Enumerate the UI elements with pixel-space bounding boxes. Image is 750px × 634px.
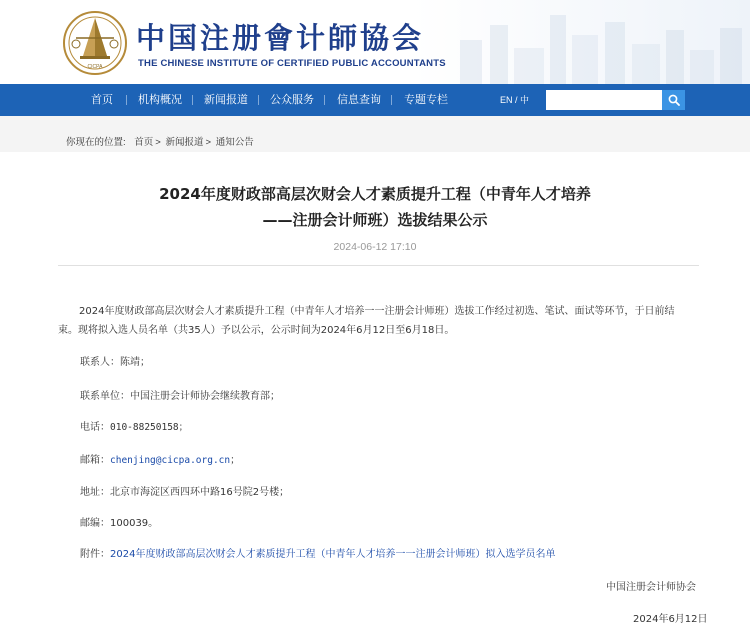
site-header: [0, 0, 750, 84]
sign-date: 2024年6月12日: [633, 614, 708, 625]
breadcrumb-item-home[interactable]: 首页: [134, 137, 154, 148]
unit-label: 联系单位：: [80, 391, 130, 402]
article-intro-line2: 束。现将拟入选人员名单（共35人）予以公示，公示时间为2024年6月12日至6月18日。: [58, 325, 455, 336]
nav-item-info-query[interactable]: 信息查询: [337, 94, 381, 106]
nav-separator: [391, 95, 392, 105]
search-input[interactable]: [546, 90, 662, 110]
language-switch: [500, 84, 529, 116]
breadcrumb-prefix: 你现在的位置:: [66, 137, 126, 148]
email-line: [80, 451, 240, 466]
lang-cn-link[interactable]: 中: [520, 95, 530, 105]
nav-item-public-services[interactable]: 公众服务: [270, 94, 314, 106]
search-icon: [668, 94, 680, 106]
postcode-label: 邮编：: [80, 518, 110, 529]
nav-item-news[interactable]: 新闻报道: [204, 94, 248, 106]
nav-separator: [258, 95, 259, 105]
breadcrumb: [66, 134, 256, 148]
nav-separator: [324, 95, 325, 105]
title-divider: [58, 265, 699, 266]
lang-en-link[interactable]: EN: [500, 95, 513, 105]
article-date: 2024-06-12 17:10: [333, 241, 417, 253]
address-value: 北京市海淀区西四环中路16号院2号楼；: [110, 487, 290, 498]
signature: 中国注册会计师协会: [606, 582, 696, 593]
article-intro-line1: 2024年度财政部高层次财会人才素质提升工程（中青年人才培养一一注册会计师班）选拔工作经过初选、笔试、面试等环节，于日前结: [79, 306, 675, 317]
attachment-label: 附件：: [80, 549, 110, 560]
contact-label: 联系人：: [80, 357, 120, 368]
breadcrumb-separator: >: [155, 137, 161, 148]
skyline-decoration: [450, 0, 750, 84]
contact-value: 陈靖；: [120, 357, 150, 368]
address-label: 地址：: [80, 487, 110, 498]
nav-item-about[interactable]: 机构概况: [138, 94, 182, 106]
nav-item-home[interactable]: 首页: [91, 94, 113, 106]
article-title-line2: ——注册会计师班）选拔结果公示: [262, 211, 488, 229]
nav-separator: [192, 95, 193, 105]
lang-separator: /: [512, 95, 521, 105]
phone-label: 电话：: [80, 422, 110, 433]
search-button[interactable]: [662, 90, 685, 110]
nav-separator: [126, 95, 127, 105]
breadcrumb-item-news[interactable]: 新闻报道: [165, 137, 204, 148]
nav-item-special-topics[interactable]: 专题专栏: [404, 94, 448, 106]
breadcrumb-item-notices[interactable]: 通知公告: [215, 137, 254, 148]
logo-chinese-name: 中国注册會计師協会: [136, 21, 425, 55]
phone-line: [80, 418, 188, 433]
postcode-value: 100039。: [110, 518, 159, 529]
phone-value: 010-88250158；: [110, 422, 189, 433]
address-line: [80, 483, 289, 498]
unit-line: [80, 387, 280, 402]
logo-english-name: THE CHINESE INSTITUTE OF CERTIFIED PUBLIC ACCOUNTANTS: [138, 58, 446, 69]
attachment-line: [80, 545, 555, 560]
svg-text:CICPA: CICPA: [87, 64, 103, 70]
cicpa-emblem-icon[interactable]: [62, 10, 128, 76]
contact-line: [80, 353, 150, 368]
email-suffix: ；: [230, 455, 241, 466]
attachment-link[interactable]: 2024年度财政部高层次财会人才素质提升工程（中青年人才培养一一注册会计师班）拟入选学员名单: [110, 549, 556, 560]
email-link[interactable]: chenjing@cicpa.org.cn: [110, 455, 231, 466]
email-label: 邮箱：: [80, 455, 110, 466]
postcode-line: [80, 514, 158, 529]
unit-value: 中国注册会计师协会继续教育部；: [130, 391, 280, 402]
breadcrumb-separator: >: [205, 137, 212, 148]
article-title-line1: 2024年度财政部高层次财会人才素质提升工程（中青年人才培养: [159, 185, 591, 203]
